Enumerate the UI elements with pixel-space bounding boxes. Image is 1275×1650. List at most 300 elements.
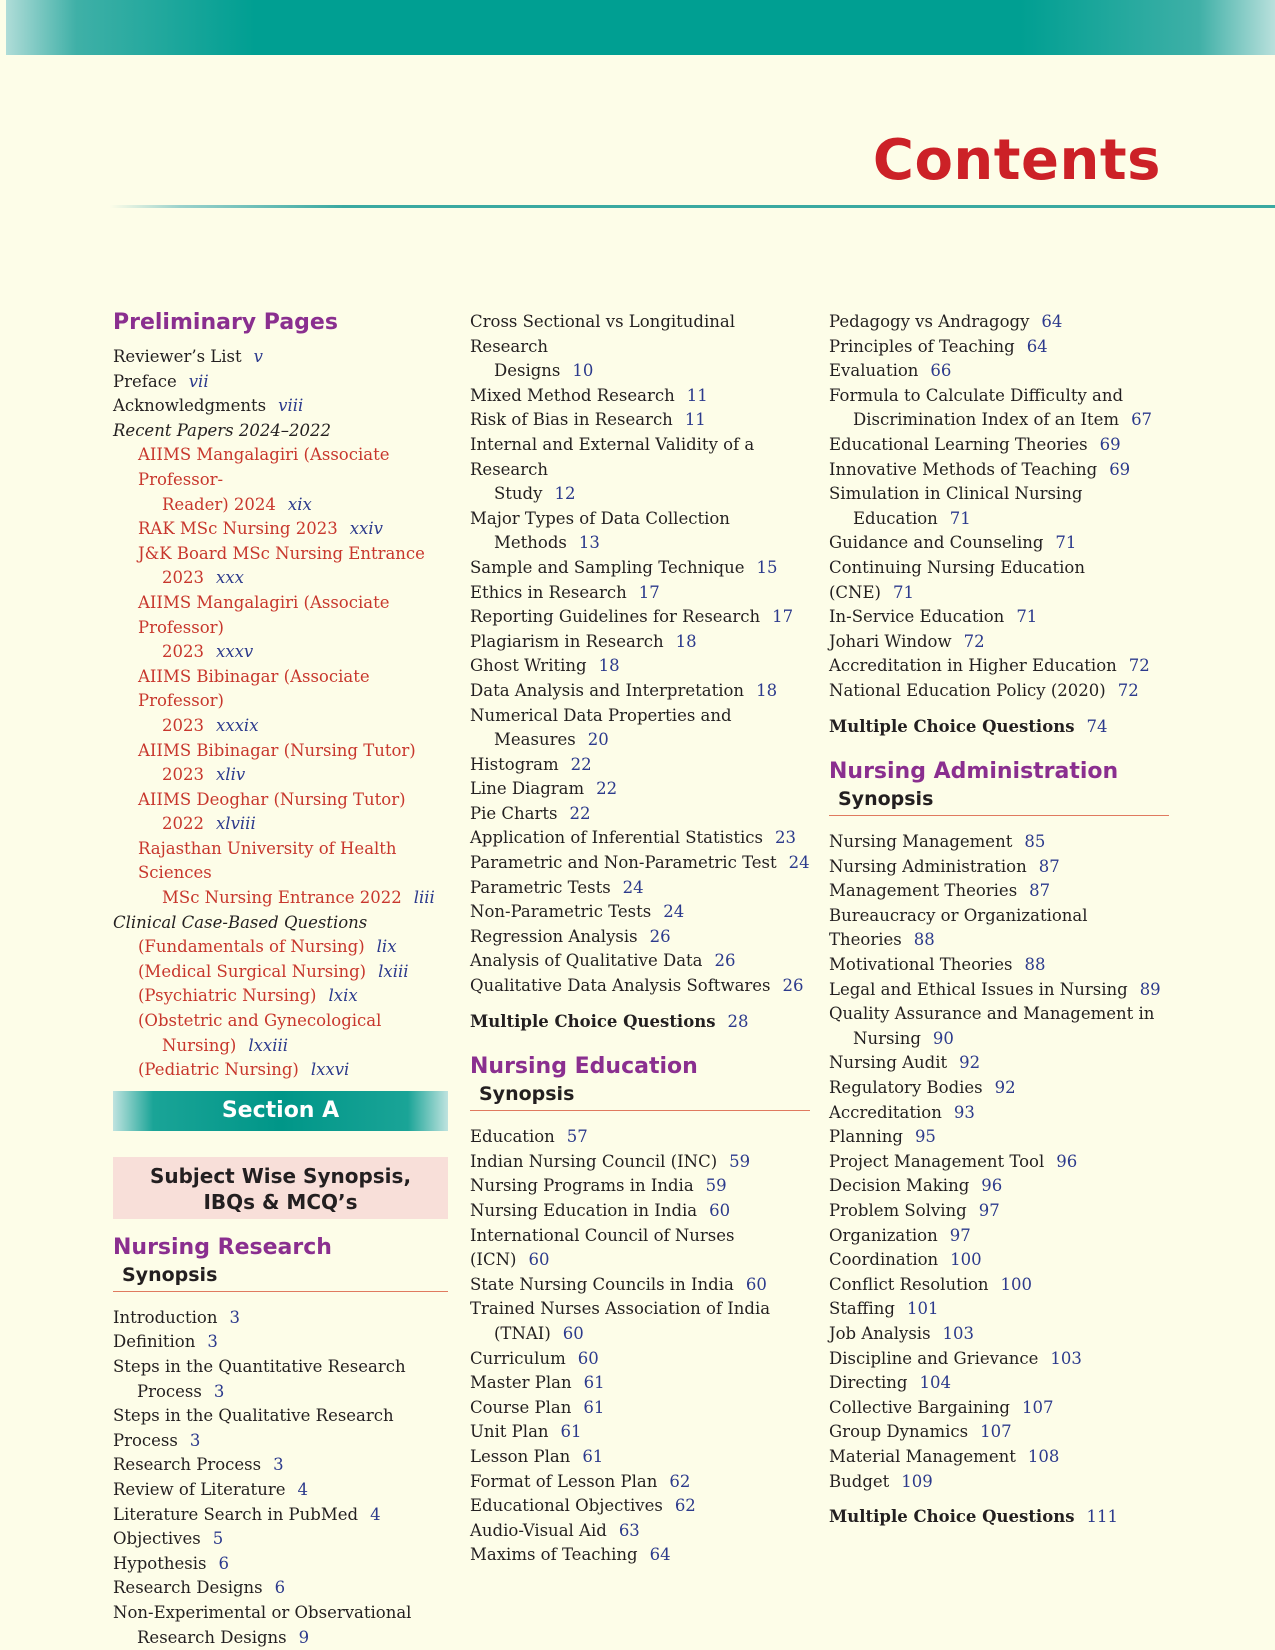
toc-entry-page: 85 [1024, 832, 1046, 852]
toc-entry-title-cont: Reader) 2024 [162, 494, 276, 514]
toc-entry-title: (Fundamentals of Nursing) [138, 937, 365, 957]
toc-entry-page: 59 [705, 1176, 727, 1196]
toc-entry[interactable] [829, 1347, 1169, 1372]
toc-entry-title: Hypothesis [113, 1553, 207, 1573]
toc-entry[interactable] [138, 1058, 448, 1083]
toc-entry[interactable] [829, 433, 1169, 458]
toc-entry[interactable] [829, 1174, 1169, 1199]
toc-entry-page: xliv [216, 765, 246, 785]
education-mcq[interactable] [829, 715, 1169, 740]
toc-entry[interactable] [829, 335, 1169, 360]
toc-entry-title: Nursing Administration [829, 856, 1027, 876]
toc-entry-title: Curriculum [470, 1348, 566, 1368]
toc-entry-title-cont: Study [494, 484, 543, 504]
toc-entry[interactable] [138, 935, 448, 960]
column-2 [470, 310, 810, 1568]
toc-entry[interactable] [829, 1199, 1169, 1224]
toc-entry-title: Major Types of Data Collection [470, 508, 730, 528]
synopsis-label: Synopsis [113, 1264, 448, 1292]
toc-entry[interactable] [470, 630, 810, 655]
toc-entry-page: 87 [1038, 856, 1060, 876]
toc-entry-page: 60 [562, 1323, 584, 1343]
toc-entry-page: 18 [598, 656, 620, 676]
toc-entry-page: 101 [906, 1299, 939, 1319]
toc-entry[interactable] [470, 408, 810, 433]
toc-entry[interactable] [138, 542, 448, 591]
toc-entry[interactable] [829, 830, 1169, 855]
toc-entry-title: Plagiarism in Research [470, 631, 664, 651]
toc-entry[interactable] [829, 978, 1169, 1003]
toc-entry-page: 72 [1128, 656, 1150, 676]
toc-entry[interactable] [470, 1199, 810, 1224]
toc-entry-page: 96 [1056, 1151, 1078, 1171]
title-rule [110, 205, 1275, 208]
toc-entry[interactable] [829, 855, 1169, 880]
toc-entry-title: Nursing Education in India [470, 1201, 698, 1220]
toc-entry[interactable] [138, 788, 448, 837]
toc-entry-page: xlviii [216, 814, 256, 834]
toc-entry-page: 24 [663, 902, 685, 922]
toc-entry-title: Numerical Data Properties and [470, 705, 732, 725]
toc-entry[interactable] [138, 517, 448, 542]
toc-entry[interactable] [113, 370, 448, 395]
toc-entry[interactable] [829, 1248, 1169, 1273]
toc-entry-title: Qualitative Data Analysis Softwares [470, 976, 771, 996]
mcq-page: 28 [727, 1011, 749, 1031]
toc-entry[interactable] [829, 654, 1169, 679]
toc-entry[interactable] [829, 1396, 1169, 1421]
toc-entry-title: Application of Inferential Statistics [470, 828, 763, 848]
toc-entry[interactable] [470, 507, 810, 556]
toc-entry[interactable] [470, 925, 810, 950]
toc-entry-title: Reviewer’s List [113, 347, 242, 366]
toc-entry-page: 62 [674, 1496, 696, 1516]
toc-entry-page: 66 [930, 361, 952, 381]
toc-entry-page: 69 [1099, 434, 1121, 454]
toc-entry-page: 100 [950, 1250, 982, 1270]
toc-entry-page: 97 [978, 1201, 1000, 1220]
toc-entry[interactable] [470, 1273, 810, 1298]
section-a-banner: Section A [113, 1091, 448, 1131]
toc-entry[interactable] [470, 433, 810, 507]
toc-entry-title: AIIMS Bibinagar (Associate Professor) [138, 666, 370, 711]
toc-entry[interactable] [829, 1076, 1169, 1101]
toc-entry-title: Educational Learning Theories [829, 434, 1088, 454]
toc-entry-title: AIIMS Deoghar (Nursing Tutor) [138, 789, 406, 809]
toc-entry-page: 97 [949, 1225, 971, 1245]
toc-entry-title: Job Analysis [829, 1323, 931, 1343]
toc-entry[interactable] [829, 1224, 1169, 1249]
toc-entry[interactable] [113, 1576, 448, 1601]
toc-entry[interactable] [113, 1330, 448, 1355]
toc-entry-title-cont: 2023 [162, 715, 204, 735]
subject-wise-line2: IBQs & MCQ’s [203, 1189, 358, 1214]
toc-entry-title: Simulation in Clinical Nursing [829, 484, 1083, 504]
toc-entry-title: Ghost Writing [470, 656, 587, 676]
toc-entry[interactable] [113, 1355, 448, 1404]
toc-entry[interactable] [138, 443, 448, 517]
toc-entry[interactable] [470, 384, 810, 409]
mcq-label: Multiple Choice Questions [829, 716, 1075, 736]
toc-entry[interactable] [829, 359, 1169, 384]
education-cont-list [829, 310, 1169, 704]
toc-entry-page: xxx [216, 568, 244, 588]
toc-entry-page: 89 [1139, 979, 1161, 999]
administration-list [829, 830, 1169, 1494]
toc-entry-title: In-Service Education [829, 607, 1005, 627]
toc-entry-page: 92 [994, 1078, 1016, 1098]
toc-entry[interactable] [829, 605, 1169, 630]
toc-entry[interactable] [829, 1322, 1169, 1347]
toc-entry[interactable] [470, 1543, 810, 1568]
toc-entry-page: 4 [297, 1479, 308, 1499]
toc-entry[interactable] [829, 1371, 1169, 1396]
toc-entry-title: Organization [829, 1225, 938, 1245]
toc-entry[interactable] [138, 665, 448, 739]
research-cont-list [470, 310, 810, 999]
toc-entry[interactable] [470, 654, 810, 679]
toc-entry-page: 90 [932, 1028, 954, 1048]
toc-entry[interactable] [470, 753, 810, 778]
toc-entry[interactable] [470, 1297, 810, 1346]
toc-entry-title: Staffing [829, 1299, 895, 1319]
toc-entry-page: 71 [949, 508, 971, 528]
toc-entry[interactable] [829, 458, 1169, 483]
toc-entry-page: 88 [1024, 955, 1046, 975]
toc-entry-title: Indian Nursing Council (INC) [470, 1151, 718, 1171]
toc-entry-page: 26 [782, 976, 804, 996]
toc-entry-page: 87 [1029, 881, 1051, 901]
clinical-label: Clinical Case-Based Questions [113, 912, 368, 932]
toc-entry[interactable] [470, 1470, 810, 1495]
toc-entry-title: AIIMS Mangalagiri (Associate Professor) [138, 592, 390, 637]
toc-entry-title-cont: Nursing) [162, 1035, 237, 1055]
toc-entry-title: Sample and Sampling Technique [470, 557, 745, 577]
toc-entry-title: Accreditation [829, 1102, 942, 1122]
toc-entry-title: Regression Analysis [470, 926, 638, 946]
toc-entry-title: Nursing Programs in India [470, 1176, 694, 1196]
toc-entry[interactable] [113, 345, 448, 370]
toc-entry-title: Maxims of Teaching [470, 1545, 638, 1565]
page-title: Contents [872, 128, 1161, 193]
toc-entry-page: 61 [582, 1446, 604, 1466]
toc-entry[interactable] [470, 605, 810, 630]
toc-entry-page: 3 [189, 1430, 201, 1450]
toc-entry-title: Continuing Nursing Education (CNE) [829, 557, 1085, 602]
toc-entry[interactable] [829, 1445, 1169, 1470]
toc-entry-page: vii [188, 371, 209, 391]
toc-entry-page: 5 [212, 1529, 224, 1549]
toc-entry-title: Research Process [113, 1455, 262, 1475]
toc-entry[interactable] [470, 826, 810, 851]
toc-entry[interactable] [138, 960, 448, 985]
toc-entry-page: 88 [913, 930, 935, 950]
toc-entry-page: 71 [1016, 607, 1038, 627]
toc-entry[interactable] [829, 1273, 1169, 1298]
toc-entry-title: (Obstetric and Gynecological [138, 1011, 382, 1031]
toc-entry-title: Objectives [113, 1529, 201, 1549]
toc-entry-page: 12 [554, 484, 576, 504]
research-heading: Nursing Research [113, 1234, 332, 1260]
toc-entry-title: Literature Search in PubMed [113, 1504, 359, 1524]
toc-entry-page: 11 [686, 385, 708, 405]
toc-entry[interactable] [113, 1503, 448, 1528]
toc-entry[interactable] [470, 310, 810, 384]
toc-entry-title: Guidance and Counseling [829, 533, 1044, 553]
toc-entry-page: 72 [963, 631, 985, 651]
toc-entry[interactable] [138, 739, 448, 788]
mcq-page: 111 [1086, 1507, 1118, 1527]
administration-mcq[interactable] [829, 1505, 1169, 1530]
toc-entry-title: J&K Board MSc Nursing Entrance [138, 543, 425, 563]
toc-entry-page: 13 [578, 533, 600, 553]
toc-entry[interactable] [470, 777, 810, 802]
toc-entry-title: Directing [829, 1373, 908, 1393]
toc-entry[interactable] [470, 949, 810, 974]
toc-entry-page: 57 [566, 1127, 588, 1147]
toc-entry-page: 62 [669, 1471, 691, 1491]
toc-entry[interactable] [113, 1552, 448, 1577]
toc-entry-page: xxxv [216, 642, 254, 662]
toc-entry-title: Coordination [829, 1250, 939, 1270]
toc-entry-title: Educational Objectives [470, 1496, 663, 1516]
toc-entry[interactable] [470, 900, 810, 925]
toc-entry[interactable] [113, 394, 448, 419]
toc-entry-page: 22 [596, 779, 618, 799]
toc-entry-title: Mixed Method Research [470, 385, 675, 405]
toc-entry-title: Parametric Tests [470, 877, 611, 897]
toc-entry-title: Research Designs [113, 1578, 263, 1598]
toc-entry-page: lxxvi [310, 1060, 350, 1080]
toc-entry-title: Budget [829, 1471, 890, 1491]
toc-entry-page: liii [413, 888, 435, 908]
toc-entry[interactable] [113, 1404, 448, 1453]
toc-entry[interactable] [829, 1420, 1169, 1445]
toc-entry[interactable] [113, 1453, 448, 1478]
toc-entry[interactable] [470, 1420, 810, 1445]
toc-entry-page: 3 [273, 1455, 284, 1475]
toc-entry-page: 3 [213, 1381, 225, 1401]
toc-entry-page: lxiii [378, 961, 409, 981]
toc-entry[interactable] [113, 1601, 448, 1650]
toc-entry[interactable] [829, 310, 1169, 335]
research-mcq[interactable] [470, 1010, 810, 1035]
toc-entry[interactable] [470, 1396, 810, 1421]
toc-entry[interactable] [829, 1101, 1169, 1126]
toc-entry-page: 92 [959, 1053, 981, 1073]
toc-entry-title: Review of Literature [113, 1479, 286, 1499]
toc-entry-title: Nursing Management [829, 832, 1013, 852]
toc-entry-page: 61 [583, 1397, 605, 1417]
toc-entry[interactable] [470, 1494, 810, 1519]
toc-entry-title: Data Analysis and Interpretation [470, 680, 745, 700]
toc-entry[interactable] [113, 1306, 448, 1331]
toc-entry-page: 22 [569, 803, 591, 823]
preliminary-heading: Preliminary Pages [113, 310, 338, 335]
toc-entry-title: Preface [113, 371, 177, 391]
toc-entry[interactable] [113, 1527, 448, 1552]
toc-entry-page: 64 [1026, 336, 1048, 356]
toc-entry-title-cont: Methods [494, 533, 567, 553]
education-list [470, 1125, 810, 1568]
toc-entry-page: 6 [218, 1553, 229, 1573]
toc-entry-title-cont: Designs [494, 361, 561, 381]
toc-entry[interactable] [829, 879, 1169, 904]
toc-entry-page: 22 [570, 754, 592, 774]
toc-entry[interactable] [470, 1125, 810, 1150]
toc-entry[interactable] [470, 1150, 810, 1175]
toc-entry-page: 63 [618, 1520, 640, 1540]
synopsis-label: Synopsis [829, 788, 1169, 816]
toc-entry-page: 23 [775, 828, 796, 848]
toc-entry-page: 10 [572, 361, 594, 381]
toc-entry-page: 24 [788, 853, 810, 873]
toc-entry-title: Parametric and Non-Parametric Test [470, 853, 777, 873]
toc-entry-title-cont: 2023 [162, 568, 204, 588]
toc-entry-page: xxiv [349, 519, 383, 539]
mcq-page: 74 [1086, 716, 1108, 736]
toc-entry-title: Trained Nurses Association of India [470, 1299, 771, 1319]
toc-entry-title: RAK MSc Nursing 2023 [138, 519, 338, 539]
toc-entry-page: 107 [1021, 1397, 1054, 1417]
toc-entry[interactable] [829, 630, 1169, 655]
toc-entry-title: Internal and External Validity of a Research [470, 434, 755, 479]
preliminary-list [113, 345, 448, 419]
toc-entry-title: Line Diagram [470, 779, 585, 799]
synopsis-label: Synopsis [470, 1083, 810, 1111]
toc-entry-title: State Nursing Councils in India [470, 1274, 734, 1294]
toc-entry[interactable] [470, 679, 810, 704]
toc-entry[interactable] [470, 581, 810, 606]
toc-entry-title-cont: (TNAI) [494, 1323, 551, 1343]
toc-entry[interactable] [470, 1519, 810, 1544]
mcq-label: Multiple Choice Questions [829, 1507, 1075, 1527]
toc-entry-title: Risk of Bias in Research [470, 410, 673, 430]
toc-entry-page: lix [376, 937, 397, 957]
toc-entry-page: 69 [1109, 459, 1131, 479]
toc-entry[interactable] [138, 591, 448, 665]
toc-entry[interactable] [138, 837, 448, 911]
toc-entry[interactable] [829, 1002, 1169, 1051]
toc-entry[interactable] [829, 482, 1169, 531]
toc-entry-title: AIIMS Mangalagiri (Associate Professor- [138, 445, 390, 489]
toc-entry-title-cont: Measures [494, 730, 576, 750]
toc-entry-page: 72 [1117, 680, 1139, 700]
toc-entry[interactable] [470, 1174, 810, 1199]
column-1 [113, 310, 448, 1650]
toc-entry-title: Audio-Visual Aid [470, 1520, 607, 1540]
toc-entry-page: 4 [370, 1504, 381, 1524]
toc-entry-title: Course Plan [470, 1397, 572, 1417]
toc-entry[interactable] [470, 556, 810, 581]
toc-entry[interactable] [470, 1445, 810, 1470]
toc-entry[interactable] [138, 984, 448, 1009]
toc-entry-title: Reporting Guidelines for Research [470, 607, 761, 627]
toc-entry-title: Regulatory Bodies [829, 1078, 983, 1098]
toc-entry[interactable] [829, 1297, 1169, 1322]
toc-entry-title: Analysis of Qualitative Data [470, 951, 703, 971]
toc-entry-page: v [253, 347, 263, 366]
toc-entry[interactable] [829, 953, 1169, 978]
recent-papers-list [113, 443, 448, 910]
toc-entry-title: Cross Sectional vs Longitudinal Research [470, 312, 735, 356]
toc-entry[interactable] [829, 1051, 1169, 1076]
toc-entry-title: Definition [113, 1332, 196, 1352]
toc-entry-title: National Education Policy (2020) [829, 680, 1106, 700]
toc-entry-title: Principles of Teaching [829, 336, 1015, 356]
toc-entry-page: 103 [942, 1323, 975, 1343]
toc-entry-page: viii [278, 396, 304, 416]
toc-entry-title: Problem Solving [829, 1201, 967, 1220]
toc-entry-title: Non-Parametric Tests [470, 902, 652, 922]
toc-entry[interactable] [470, 1224, 810, 1273]
toc-entry[interactable] [829, 904, 1169, 953]
toc-entry[interactable] [829, 1125, 1169, 1150]
toc-entry[interactable] [470, 974, 810, 999]
toc-entry-page: 71 [1055, 533, 1077, 553]
toc-entry-page: 17 [638, 582, 660, 602]
subject-wise-line1: Subject Wise Synopsis, [149, 1163, 412, 1188]
toc-entry-title: Group Dynamics [829, 1422, 969, 1442]
toc-entry-title: (Medical Surgical Nursing) [138, 961, 367, 981]
toc-entry-page: 107 [980, 1422, 1012, 1442]
toc-entry[interactable] [829, 531, 1169, 556]
toc-entry[interactable] [138, 1009, 448, 1058]
toc-entry[interactable] [829, 679, 1169, 704]
toc-entry-page: 3 [229, 1307, 240, 1327]
toc-entry-page: 20 [587, 730, 609, 750]
toc-entry[interactable] [470, 851, 810, 876]
toc-entry[interactable] [470, 876, 810, 901]
column-3 [829, 310, 1169, 1530]
toc-entry-page: xix [287, 494, 312, 514]
toc-entry[interactable] [829, 1150, 1169, 1175]
toc-entry-title-cont: Research Designs [137, 1627, 287, 1647]
clinical-list [113, 935, 448, 1083]
toc-entry[interactable] [829, 556, 1169, 605]
toc-entry-page: 11 [684, 410, 706, 430]
toc-entry-title-cont: Discrimination Index of an Item [853, 410, 1120, 430]
toc-entry-title: Accreditation in Higher Education [829, 656, 1117, 676]
toc-entry-page: 67 [1131, 410, 1153, 430]
toc-entry-page: 109 [901, 1471, 933, 1491]
header-band [0, 0, 1275, 55]
toc-entry[interactable] [829, 384, 1169, 433]
toc-entry-title: Johari Window [829, 631, 952, 651]
toc-entry[interactable] [470, 1347, 810, 1372]
education-heading: Nursing Education [470, 1054, 698, 1080]
toc-entry-title-cont: 2022 [162, 814, 204, 834]
toc-entry-title-cont: MSc Nursing Entrance 2022 [162, 888, 402, 908]
toc-entry-title: Motivational Theories [829, 955, 1013, 975]
mcq-label: Multiple Choice Questions [470, 1011, 716, 1031]
toc-entry-page: 61 [583, 1373, 605, 1393]
toc-entry[interactable] [829, 1470, 1169, 1495]
toc-entry[interactable] [470, 802, 810, 827]
toc-entry[interactable] [113, 1478, 448, 1503]
toc-entry-page: 3 [207, 1332, 218, 1352]
toc-entry-title: Master Plan [470, 1373, 572, 1393]
toc-entry-title-cont: Nursing [853, 1028, 921, 1048]
toc-entry-title: Rajasthan University of Health Sciences [138, 838, 397, 883]
toc-entry-page: 60 [528, 1250, 550, 1270]
toc-entry-title: Management Theories [829, 881, 1018, 901]
toc-entry[interactable] [470, 704, 810, 753]
toc-entry-page: 64 [1041, 312, 1063, 331]
subject-wise-box [113, 1157, 448, 1219]
toc-entry-page: 104 [919, 1373, 951, 1393]
toc-entry[interactable] [470, 1371, 810, 1396]
